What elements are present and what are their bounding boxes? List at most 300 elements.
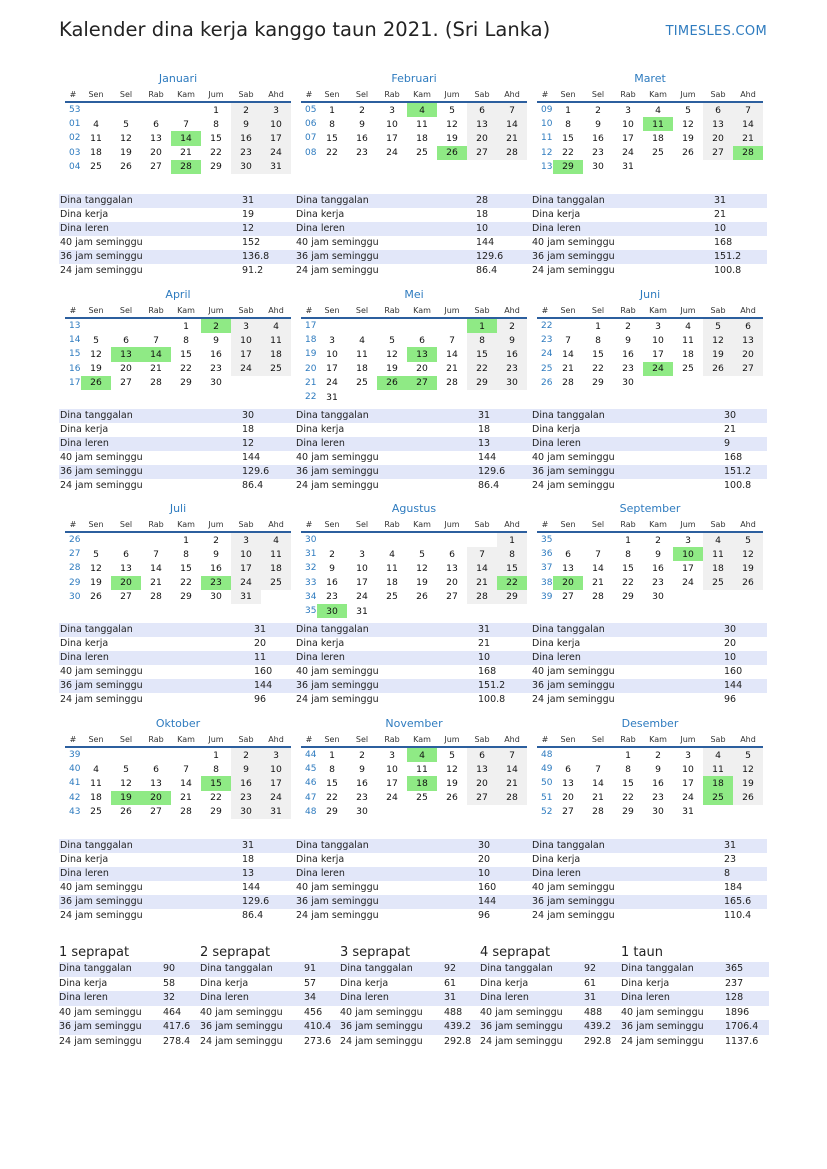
month-calendar [65,502,291,604]
day-cell: 17 [622,132,634,144]
day-cell [733,376,763,390]
day-cell: 7 [497,102,527,117]
day-cell: 28 [180,806,192,818]
day-cell: 3 [655,320,661,332]
day-cell: 4 [703,747,733,762]
day-cell: 6 [565,548,571,560]
weekday-header: Sel [111,87,141,102]
month-calendar [537,502,763,604]
stat-value: 31 [724,840,737,851]
week-row [537,590,763,604]
stat-row [59,693,295,707]
stat-label: Dina leren [60,652,109,663]
day-cell [703,805,733,819]
day-cell: 23 [652,577,664,589]
day-cell: 5 [685,104,691,116]
day-cell: 30 [231,160,261,174]
stat-label: 36 jam seminggu [60,680,143,691]
stat-label: Dina leren [296,652,345,663]
day-cell [171,102,201,117]
stat-row [531,208,767,222]
quarter-summary [340,944,488,1049]
month-table [301,303,527,404]
week-number-header: # [537,87,553,102]
month-stats [59,194,295,278]
day-cell: 4 [93,118,99,130]
weekday-header: Jum [437,87,467,102]
day-cell: 15 [326,777,338,789]
weekday-header: Sab [703,732,733,747]
week-row [65,561,291,575]
weekday-header: Sen [81,303,111,318]
day-cell: 30 [210,591,222,603]
day-cell: 3 [329,334,335,346]
week-number: 43 [69,806,81,817]
day-cell: 21 [150,577,162,589]
week-row [301,362,527,376]
month-stats [59,623,295,707]
month-calendar [65,717,291,819]
stat-label: Dina kerja [59,977,108,989]
stat-value: 92 [444,963,457,974]
stat-row [295,222,531,236]
stat-value: 129.6 [242,466,270,477]
day-cell: 22 [592,363,604,375]
day-cell: 30 [622,377,634,389]
stat-row [59,895,295,909]
day-cell: 9 [655,548,661,560]
day-cell: 7 [183,763,189,775]
day-cell: 12 [446,118,458,130]
day-cell: 14 [467,561,497,575]
week-number: 38 [541,577,553,588]
week-number-header: # [537,732,553,747]
stat-value: 10 [476,223,489,234]
day-cell: 16 [326,577,338,589]
day-cell: 17 [386,132,398,144]
stat-label: 40 jam seminggu [532,237,615,248]
weekday-header: Ahd [733,732,763,747]
month-table [301,517,527,618]
stat-value: 21 [478,638,491,649]
stat-label: 40 jam seminggu [480,1006,563,1018]
month-calendar [301,288,527,404]
stat-row [531,867,767,881]
week-row [301,561,527,575]
weekday-header: Sab [703,517,733,532]
stat-label: Dina kerja [532,424,581,435]
day-cell: 2 [329,548,335,560]
stat-row [295,250,531,264]
week-number: 39 [69,750,81,761]
day-cell: 11 [356,348,368,360]
day-cell [497,390,527,404]
week-row [301,102,527,117]
quarter-summary [59,944,207,1049]
week-row [537,376,763,390]
day-cell: 20 [416,363,428,375]
week-number: 01 [69,119,81,130]
day-cell: 9 [213,548,219,560]
day-cell: 25 [261,362,291,376]
week-row [537,776,763,790]
month-table [65,87,291,174]
day-cell: 21 [592,792,604,804]
day-cell [553,318,583,333]
week-row [65,547,291,561]
day-cell: 8 [497,547,527,561]
day-cell: 4 [261,318,291,333]
stat-row [480,1035,628,1050]
stat-value: 86.4 [242,480,264,491]
weekday-header: Jum [201,732,231,747]
day-cell: 16 [210,562,222,574]
stat-row [295,693,531,707]
stat-label: 24 jam seminggu [296,694,379,705]
day-cell [497,604,527,618]
day-cell: 14 [497,117,527,131]
weekday-header: Jum [437,517,467,532]
week-row [537,547,763,561]
day-cell: 9 [595,118,601,130]
day-cell [141,318,171,333]
day-cell: 18 [682,348,694,360]
stat-label: 36 jam seminggu [60,251,143,262]
week-row [65,805,291,819]
week-row [537,146,763,160]
week-row [301,333,527,347]
stat-value: 144 [476,237,495,248]
week-row [537,102,763,117]
stat-row [200,991,348,1006]
day-cell: 9 [359,763,365,775]
stat-label: Dina tanggalan [60,840,133,851]
day-cell: 17 [231,561,261,575]
stat-value: 13 [478,438,491,449]
week-number: 17 [305,321,317,332]
week-number: 48 [305,806,317,817]
day-cell: 24 [261,146,291,160]
month-table [65,517,291,604]
week-number: 02 [69,133,81,144]
weekday-header: Ahd [733,517,763,532]
day-cell: 21 [592,577,604,589]
day-cell: 20 [703,131,733,145]
stat-value: 11 [254,652,267,663]
stat-value: 129.6 [242,896,270,907]
day-cell: 10 [386,118,398,130]
week-row [65,590,291,604]
day-cell [703,376,733,390]
day-cell: 11 [416,763,428,775]
week-number: 31 [305,549,317,560]
day-cell: 22 [210,792,222,804]
week-number: 22 [541,321,553,332]
day-cell: 29 [180,591,192,603]
week-number: 30 [69,591,81,602]
day-cell: 20 [120,363,132,375]
stat-value: 488 [584,1006,603,1018]
day-cell: 7 [153,548,159,560]
stat-row [59,909,295,923]
day-cell: 11 [90,777,102,789]
day-cell: 23 [326,591,338,603]
stat-row [531,465,767,479]
week-row [537,333,763,347]
weekday-header: Rab [613,303,643,318]
month-name: Desember [621,717,679,730]
month-stats [531,194,767,278]
stat-label: Dina kerja [532,638,581,649]
stat-value: 292.8 [444,1035,472,1047]
stat-row [59,623,295,637]
week-number: 25 [541,363,553,374]
stat-row [200,977,348,992]
weekday-header: Kam [407,303,437,318]
weekday-header: Jum [201,517,231,532]
weekday-header: Sel [583,517,613,532]
day-cell: 9 [213,334,219,346]
day-cell: 12 [90,562,102,574]
quarter-title: 1 taun [621,945,663,960]
weekday-header: Sab [467,732,497,747]
stat-row [340,962,488,977]
day-cell: 29 [180,377,192,389]
week-number: 30 [305,535,317,546]
weekday-header: Ahd [497,87,527,102]
day-cell: 27 [150,806,162,818]
day-cell [231,376,261,390]
stat-label: 24 jam seminggu [296,910,379,921]
weekday-header: Sel [583,732,613,747]
stat-row [59,1006,207,1021]
month-stats [59,839,295,923]
stat-row [621,1035,769,1050]
day-cell [377,532,407,547]
month-calendar [537,717,763,819]
day-cell [703,590,733,604]
stat-row [340,1035,488,1050]
day-cell: 5 [123,763,129,775]
weekday-header: Jum [673,732,703,747]
day-cell: 23 [356,792,368,804]
day-cell: 8 [625,763,631,775]
weekday-header: Jum [673,303,703,318]
stat-value: 129.6 [476,251,504,262]
month-name: Juli [169,502,187,515]
holiday-day: 20 [141,791,171,805]
day-cell: 21 [467,576,497,590]
day-cell: 19 [682,132,694,144]
stat-row [531,637,767,651]
stat-label: 36 jam seminggu [532,466,615,477]
day-cell: 13 [150,132,162,144]
day-cell: 1 [213,104,219,116]
day-cell: 3 [231,532,261,547]
day-cell: 22 [210,147,222,159]
weekday-header: Rab [613,732,643,747]
day-cell: 18 [386,577,398,589]
week-row [537,318,763,333]
stat-value: 1706.4 [725,1021,759,1032]
weekday-header: Kam [171,87,201,102]
day-cell: 9 [655,763,661,775]
day-cell: 2 [231,747,261,762]
stat-row [200,1035,348,1050]
month-calendar [301,72,527,160]
day-cell: 19 [733,776,763,790]
day-cell [673,590,703,604]
stat-value: 31 [584,992,597,1003]
day-cell: 22 [180,363,192,375]
day-cell: 24 [326,377,338,389]
week-row [301,532,527,547]
holiday-day: 28 [171,160,201,174]
month-table [65,303,291,390]
stat-value: 91.2 [242,265,264,276]
day-cell: 24 [622,147,634,159]
day-cell: 28 [592,591,604,603]
stat-row [531,451,767,465]
day-cell: 27 [120,591,132,603]
day-cell: 16 [592,132,604,144]
week-number: 23 [541,335,553,346]
stat-value: 31 [478,624,491,635]
month-name: Oktober [155,717,201,730]
week-number: 34 [305,591,317,602]
day-cell: 14 [497,762,527,776]
day-cell: 7 [153,334,159,346]
stat-value: 168 [714,237,733,248]
day-cell [467,805,497,819]
week-number: 39 [541,591,553,602]
week-row [301,776,527,790]
week-number: 05 [305,105,317,116]
day-cell: 25 [90,806,102,818]
day-cell [643,376,673,390]
week-number: 22 [305,392,317,403]
stat-label: Dina kerja [60,209,109,220]
day-cell: 15 [497,561,527,575]
week-row [537,747,763,762]
quarter-title: 2 seprapat [200,945,271,960]
day-cell: 7 [595,548,601,560]
stat-value: 30 [478,840,491,851]
stat-value: 96 [478,910,491,921]
stat-row [531,909,767,923]
day-cell: 7 [733,102,763,117]
day-cell: 6 [565,763,571,775]
day-cell: 10 [386,763,398,775]
day-cell: 15 [180,348,192,360]
day-cell: 16 [356,777,368,789]
stat-row [621,977,769,992]
stat-label: 36 jam seminggu [59,1021,142,1032]
month-stats [295,623,531,707]
day-cell: 30 [356,806,368,818]
day-cell: 19 [120,147,132,159]
stat-value: 1137.6 [725,1035,759,1047]
weekday-header: Sen [553,87,583,102]
holiday-day: 29 [553,160,583,174]
day-cell: 8 [329,118,335,130]
stat-label: Dina leren [296,868,345,879]
stat-label: Dina tanggalan [532,195,605,206]
stat-row [295,437,531,451]
stat-value: 165.6 [724,896,752,907]
day-cell: 15 [622,562,634,574]
day-cell: 2 [359,104,365,116]
stat-row [295,423,531,437]
day-cell [407,805,437,819]
stat-label: Dina leren [532,868,581,879]
stat-label: 40 jam seminggu [621,1006,704,1018]
weekday-header: Rab [141,517,171,532]
stat-label: 36 jam seminggu [296,251,379,262]
stat-value: 417.6 [163,1021,191,1032]
day-cell: 6 [449,548,455,560]
weekday-header: Sel [111,732,141,747]
weekday-header: Sel [347,732,377,747]
stat-row [480,977,628,992]
holiday-day: 15 [201,776,231,790]
day-cell: 16 [622,348,634,360]
stat-value: 160 [724,666,743,677]
holiday-day: 26 [377,376,407,390]
week-number: 08 [305,147,317,158]
stat-value: 32 [163,992,176,1003]
weekday-header: Sel [347,517,377,532]
week-number: 19 [305,349,317,360]
month-stats [531,623,767,707]
day-cell: 26 [733,791,763,805]
stat-value: 13 [242,868,255,879]
stat-value: 184 [724,882,743,893]
week-number: 26 [69,535,81,546]
holiday-day: 25 [703,791,733,805]
quarter-summary [200,944,348,1049]
brand-logo-link[interactable]: TIMESLES.COM [665,24,767,39]
day-cell: 25 [652,147,664,159]
stat-value: 91 [304,963,317,974]
day-cell [437,604,467,618]
day-cell: 1 [183,320,189,332]
day-cell: 19 [386,363,398,375]
day-cell: 31 [622,161,634,173]
stat-label: Dina kerja [480,977,529,989]
stat-row [295,881,531,895]
day-cell: 8 [565,118,571,130]
day-cell [81,747,111,762]
weekday-header: Rab [377,303,407,318]
day-cell [467,532,497,547]
day-cell: 28 [497,146,527,160]
week-number: 24 [541,349,553,360]
stat-row [295,895,531,909]
stat-value: 160 [478,882,497,893]
stat-row [295,839,531,853]
week-number-header: # [65,732,81,747]
week-number: 41 [69,778,81,789]
day-cell [553,532,583,547]
weekday-header: Kam [407,87,437,102]
week-number: 44 [305,750,317,761]
day-cell: 12 [416,562,428,574]
stat-label: Dina tanggalan [296,410,369,421]
week-row [537,160,763,174]
stat-label: 40 jam seminggu [60,882,143,893]
holiday-day: 22 [497,576,527,590]
